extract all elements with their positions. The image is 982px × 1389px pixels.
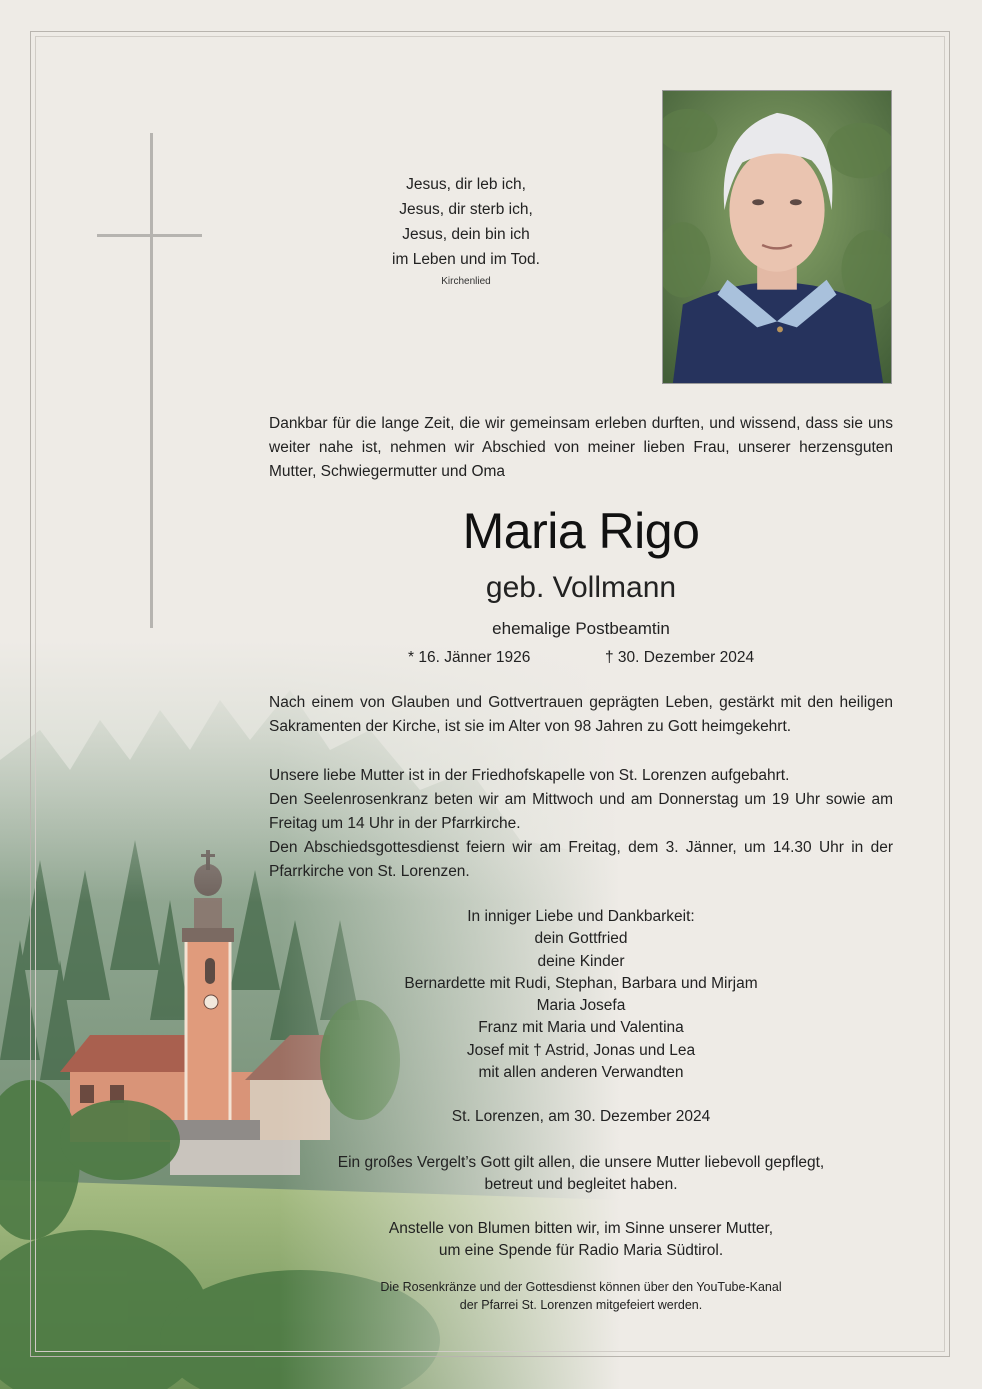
cross-icon: [150, 133, 153, 628]
arrangement-line: Den Seelenrosenkranz beten wir am Mittwoch und am Donnerstag um 19 Uhr sowie am Freitag um 14 Uhr in der Pfarrkirche.: [269, 791, 893, 832]
portrait-photo: [662, 90, 892, 384]
mourner-line: Bernardette mit Rudi, Stephan, Barbara und Mirjam: [404, 974, 758, 992]
thanks-note: [300, 1152, 862, 1196]
donation-line: um eine Spende für Radio Maria Südtirol.: [438, 1242, 724, 1259]
intro-paragraph: Dankbar für die lange Zeit, die wir gemeinsam erleben durften, und wissend, dass sie uns weiter nahe ist, nehmen wir Abschied von meiner lieben Frau, unserer herzensguten Mutter, Schwiegermutter und Oma: [269, 415, 893, 480]
mourners-list: [330, 906, 832, 1084]
birth-name: geb. Vollmann: [485, 571, 677, 604]
stream-note: [300, 1278, 862, 1314]
thanks-line: betreut und begleitet haben.: [484, 1176, 678, 1193]
arrangement-line: Den Abschiedsgottesdienst feiern wir am Freitag, dem 3. Jänner, um 14.30 Uhr in der Pfarrkirche von St. Lorenzen.: [269, 839, 893, 880]
verse: [330, 172, 602, 290]
arrangements: [269, 764, 893, 884]
deceased-name: Maria Rigo: [462, 503, 700, 559]
mourner-line: In inniger Liebe und Dankbarkeit:: [467, 908, 695, 925]
mourner-line: mit allen anderen Verwandten: [478, 1064, 684, 1082]
donation-note: [300, 1218, 862, 1262]
arrangement-line: Unsere liebe Mutter ist in der Friedhofskapelle von St. Lorenzen aufgebahrt.: [269, 767, 790, 784]
cross-icon-bar: [97, 234, 202, 237]
verse-line: im Leben und im Tod.: [392, 251, 540, 268]
birth-date: * 16. Jänner 1926: [408, 649, 531, 666]
mourner-line: Josef mit † Astrid, Jonas und Lea: [466, 1041, 696, 1059]
mourner-line: dein Gottfried: [534, 930, 628, 948]
stream-line: Die Rosenkränze und der Gottesdienst können über den YouTube-Kanal: [380, 1280, 782, 1294]
mourner-line: Franz mit Maria und Valentina: [478, 1019, 684, 1037]
verse-source: Kirchenlied: [441, 276, 491, 287]
verse-line: Jesus, dir sterb ich,: [399, 201, 533, 218]
passing-paragraph: Nach einem von Glauben und Gottvertrauen geprägten Leben, gestärkt mit den heiligen Sakramenten der Kirche, ist sie im Alter von 98 Jahren zu Gott heimgekehrt.: [269, 694, 893, 735]
death-date: † 30. Dezember 2024: [605, 649, 755, 666]
verse-line: Jesus, dir leb ich,: [406, 176, 526, 193]
verse-line: Jesus, dein bin ich: [402, 226, 530, 243]
donation-line: Anstelle von Blumen bitten wir, im Sinne unserer Mutter,: [388, 1220, 774, 1237]
mourner-line: Maria Josefa: [536, 997, 626, 1015]
profession: ehemalige Postbeamtin: [492, 619, 670, 638]
thanks-line: Ein großes Vergelt’s Gott gilt allen, die unsere Mutter liebevoll gepflegt,: [337, 1154, 825, 1171]
place-date: St. Lorenzen, am 30. Dezember 2024: [451, 1108, 711, 1125]
stream-line: der Pfarrei St. Lorenzen mitgefeiert werden.: [459, 1298, 703, 1312]
mourner-line: deine Kinder: [537, 952, 625, 970]
